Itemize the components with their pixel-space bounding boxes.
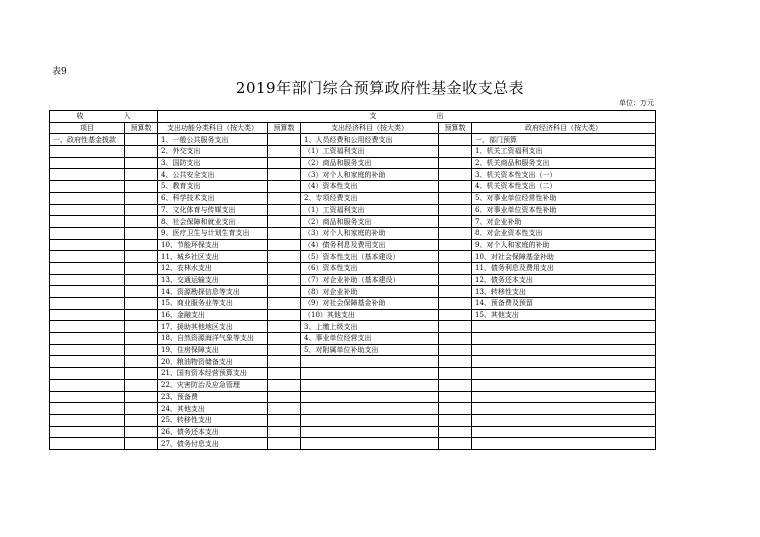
income-budget-cell — [125, 298, 158, 310]
function-budget-cell — [268, 192, 301, 204]
function-budget-cell — [268, 169, 301, 181]
function-item-cell: 14、资源勘探信息等支出 — [158, 286, 268, 298]
gov-item-cell: 8、对企业资本性支出 — [472, 227, 656, 239]
function-item-cell: 23、预备费 — [158, 391, 268, 403]
function-budget-cell — [268, 286, 301, 298]
table-row — [50, 239, 656, 251]
table-row — [50, 403, 656, 415]
income-item-cell — [50, 379, 125, 391]
income-item-cell — [50, 181, 125, 193]
gov-item-cell — [472, 426, 656, 438]
economic-item-cell: 3、上缴上级支出 — [301, 321, 439, 333]
function-item-cell: 4、公共安全支出 — [158, 169, 268, 181]
economic-budget-cell — [439, 438, 472, 450]
function-budget-cell — [268, 146, 301, 158]
function-item-cell: 8、社会保障和就业支出 — [158, 216, 268, 228]
economic-item-cell — [301, 356, 439, 368]
economic-item-cell — [301, 391, 439, 403]
economic-budget-cell — [439, 227, 472, 239]
economic-item-cell — [301, 414, 439, 426]
economic-budget-cell — [439, 368, 472, 380]
gov-item-cell — [472, 344, 656, 356]
income-item-cell — [50, 356, 125, 368]
gov-item-cell: 11、债务利息及费用支出 — [472, 262, 656, 274]
table-row — [50, 356, 656, 368]
economic-budget-cell — [439, 298, 472, 310]
function-budget-cell — [268, 379, 301, 391]
economic-item-cell — [301, 438, 439, 450]
economic-budget-cell — [439, 286, 472, 298]
gov-item-cell — [472, 391, 656, 403]
income-budget-cell — [125, 146, 158, 158]
gov-item-cell: 12、债务还本支出 — [472, 274, 656, 286]
table-number: 表9 — [52, 67, 67, 77]
table-row — [50, 227, 656, 239]
income-item-cell — [50, 309, 125, 321]
economic-budget-cell — [439, 157, 472, 169]
function-item-cell: 12、农林水支出 — [158, 262, 268, 274]
function-budget-cell — [268, 333, 301, 345]
gov-item-cell — [472, 438, 656, 450]
function-item-cell: 5、教育支出 — [158, 181, 268, 193]
economic-item-cell: （3）对个人和家庭的补助 — [301, 227, 439, 239]
function-budget-cell — [268, 403, 301, 415]
gov-item-cell — [472, 414, 656, 426]
table-row — [50, 169, 656, 181]
function-item-cell: 25、转移性支出 — [158, 414, 268, 426]
function-item-cell: 19、住房保障支出 — [158, 344, 268, 356]
page-title: 2019年部门综合预算政府性基金收支总表 — [235, 79, 525, 97]
function-item-cell: 7、文化体育与传媒支出 — [158, 204, 268, 216]
income-item-cell — [50, 169, 125, 181]
table-row — [50, 309, 656, 321]
function-item-cell: 2、外交支出 — [158, 146, 268, 158]
income-budget-cell — [125, 157, 158, 169]
function-budget-cell — [268, 181, 301, 193]
income-item-cell — [50, 239, 125, 251]
economic-item-cell: 5、对附属单位补助支出 — [301, 344, 439, 356]
function-item-cell: 13、交通运输支出 — [158, 274, 268, 286]
income-item-cell — [50, 321, 125, 333]
function-budget-cell — [268, 274, 301, 286]
income-item-cell — [50, 274, 125, 286]
income-budget-cell — [125, 344, 158, 356]
gov-item-cell — [472, 333, 656, 345]
function-budget-cell — [268, 356, 301, 368]
function-item-cell: 26、债务还本支出 — [158, 426, 268, 438]
economic-item-cell: （2）商品和服务支出 — [301, 157, 439, 169]
table-row — [50, 274, 656, 286]
economic-item-cell: （7）对企业补助（基本建设） — [301, 274, 439, 286]
income-item-cell — [50, 286, 125, 298]
economic-budget-cell — [439, 204, 472, 216]
function-item-cell: 22、灾害防治及应急管理 — [158, 379, 268, 391]
income-budget-cell — [125, 216, 158, 228]
economic-item-cell: （9）对社会保障基金补助 — [301, 298, 439, 310]
income-budget-cell — [125, 333, 158, 345]
column-header-row — [50, 122, 656, 134]
income-item-cell — [50, 344, 125, 356]
function-budget-cell — [268, 438, 301, 450]
gov-item-cell: 7、对企业补助 — [472, 216, 656, 228]
function-budget-cell — [268, 391, 301, 403]
table-row — [50, 286, 656, 298]
gov-item-cell: 6、对事业单位资本性补助 — [472, 204, 656, 216]
economic-item-cell: 2、专项经费支出 — [301, 192, 439, 204]
income-item-cell — [50, 426, 125, 438]
function-budget-cell — [268, 157, 301, 169]
gov-item-cell — [472, 403, 656, 415]
economic-budget-cell — [439, 216, 472, 228]
function-budget-cell — [268, 414, 301, 426]
economic-budget-cell — [439, 356, 472, 368]
gov-item-cell: 2、机关商品和服务支出 — [472, 157, 656, 169]
economic-budget-cell — [439, 274, 472, 286]
economic-item-cell: （6）资本性支出 — [301, 262, 439, 274]
economic-item-cell: （5）资本性支出（基本建设） — [301, 251, 439, 263]
section-header-row — [50, 111, 656, 123]
income-item-cell — [50, 414, 125, 426]
income-budget-cell — [125, 169, 158, 181]
function-item-cell: 18、自然资源海洋气象等支出 — [158, 333, 268, 345]
function-budget-cell — [268, 426, 301, 438]
unit-label: 单位：万元 — [619, 99, 654, 107]
economic-budget-cell — [439, 169, 472, 181]
economic-budget-cell — [439, 134, 472, 146]
table-row — [50, 298, 656, 310]
gov-item-cell: 10、对社会保障基金补助 — [472, 251, 656, 263]
function-item-cell: 3、国防支出 — [158, 157, 268, 169]
economic-item-cell: （4）资本性支出 — [301, 181, 439, 193]
gov-item-cell — [472, 368, 656, 380]
table-row — [50, 181, 656, 193]
income-budget-cell — [125, 309, 158, 321]
income-budget-cell — [125, 181, 158, 193]
economic-budget-cell — [439, 379, 472, 391]
economic-item-cell: 1、人员经费和公用经费支出 — [301, 134, 439, 146]
gov-item-cell: 一、部门预算 — [472, 134, 656, 146]
income-item-cell — [50, 157, 125, 169]
col-header-function: 支出功能分类科目（按大类） — [158, 122, 268, 134]
income-item-cell — [50, 298, 125, 310]
income-budget-cell — [125, 379, 158, 391]
income-budget-cell — [125, 274, 158, 286]
income-item-cell — [50, 368, 125, 380]
income-item-cell — [50, 333, 125, 345]
function-item-cell: 17、援助其他地区支出 — [158, 321, 268, 333]
economic-budget-cell — [439, 414, 472, 426]
function-item-cell: 11、城乡社区支出 — [158, 251, 268, 263]
economic-item-cell — [301, 403, 439, 415]
income-item-cell — [50, 227, 125, 239]
table-row — [50, 134, 656, 146]
function-item-cell: 15、商业服务业等支出 — [158, 298, 268, 310]
gov-item-cell: 1、机关工资福利支出 — [472, 146, 656, 158]
table-row — [50, 438, 656, 450]
income-header: 收 入 — [50, 111, 158, 123]
economic-item-cell — [301, 426, 439, 438]
table-row — [50, 344, 656, 356]
economic-item-cell: （2）商品和服务支出 — [301, 216, 439, 228]
gov-item-cell — [472, 379, 656, 391]
economic-item-cell: （10）其他支出 — [301, 309, 439, 321]
economic-item-cell: （1）工资福利支出 — [301, 146, 439, 158]
economic-item-cell: （8）对企业补助 — [301, 286, 439, 298]
gov-item-cell: 15、其他支出 — [472, 309, 656, 321]
function-budget-cell — [268, 216, 301, 228]
table-row — [50, 333, 656, 345]
function-budget-cell — [268, 204, 301, 216]
function-budget-cell — [268, 134, 301, 146]
function-item-cell: 6、科学技术支出 — [158, 192, 268, 204]
economic-item-cell: （1）工资福利支出 — [301, 204, 439, 216]
income-budget-cell — [125, 391, 158, 403]
col-header-budget: 预算数 — [268, 122, 301, 134]
income-budget-cell — [125, 356, 158, 368]
col-header-item: 项目 — [50, 122, 125, 134]
function-item-cell: 1、一般公共服务支出 — [158, 134, 268, 146]
income-item-cell — [50, 146, 125, 158]
col-header-gov: 政府经济科目（按大类） — [472, 122, 656, 134]
expense-header: 支 出 — [158, 111, 656, 123]
table-row — [50, 414, 656, 426]
gov-item-cell: 14、预备费及预留 — [472, 298, 656, 310]
function-item-cell: 10、节能环保支出 — [158, 239, 268, 251]
income-budget-cell — [125, 368, 158, 380]
economic-budget-cell — [439, 344, 472, 356]
economic-item-cell: （3）对个人和家庭的补助 — [301, 169, 439, 181]
economic-item-cell — [301, 368, 439, 380]
gov-item-cell: 9、对个人和家庭的补助 — [472, 239, 656, 251]
function-budget-cell — [268, 321, 301, 333]
income-budget-cell — [125, 227, 158, 239]
table-row — [50, 321, 656, 333]
economic-item-cell: （4）债务利息及费用支出 — [301, 239, 439, 251]
income-budget-cell — [125, 426, 158, 438]
income-budget-cell — [125, 403, 158, 415]
budget-table — [49, 110, 656, 450]
function-budget-cell — [268, 298, 301, 310]
function-budget-cell — [268, 227, 301, 239]
gov-item-cell: 5、对事业单位经常性补助 — [472, 192, 656, 204]
function-item-cell: 27、债务付息支出 — [158, 438, 268, 450]
income-item-cell — [50, 262, 125, 274]
economic-budget-cell — [439, 321, 472, 333]
income-item-cell — [50, 204, 125, 216]
col-header-economic: 支出经济科目（按大类） — [301, 122, 439, 134]
economic-budget-cell — [439, 239, 472, 251]
function-budget-cell — [268, 251, 301, 263]
income-budget-cell — [125, 204, 158, 216]
function-item-cell: 9、医疗卫生与计划生育支出 — [158, 227, 268, 239]
economic-budget-cell — [439, 309, 472, 321]
economic-budget-cell — [439, 262, 472, 274]
function-budget-cell — [268, 262, 301, 274]
economic-budget-cell — [439, 181, 472, 193]
gov-item-cell: 4、机关资本性支出（二） — [472, 181, 656, 193]
table-row — [50, 368, 656, 380]
income-budget-cell — [125, 262, 158, 274]
function-budget-cell — [268, 309, 301, 321]
income-budget-cell — [125, 438, 158, 450]
col-header-budget: 预算数 — [125, 122, 158, 134]
function-item-cell: 16、金融支出 — [158, 309, 268, 321]
income-budget-cell — [125, 134, 158, 146]
income-item-cell — [50, 403, 125, 415]
income-item-cell — [50, 438, 125, 450]
economic-budget-cell — [439, 403, 472, 415]
table-row — [50, 426, 656, 438]
table-row — [50, 192, 656, 204]
income-budget-cell — [125, 239, 158, 251]
income-budget-cell — [125, 192, 158, 204]
function-budget-cell — [268, 368, 301, 380]
income-budget-cell — [125, 321, 158, 333]
table-row — [50, 146, 656, 158]
economic-budget-cell — [439, 391, 472, 403]
income-budget-cell — [125, 414, 158, 426]
table-row — [50, 251, 656, 263]
economic-budget-cell — [439, 426, 472, 438]
function-item-cell: 20、粮油物资储备支出 — [158, 356, 268, 368]
economic-item-cell: 4、事业单位经营支出 — [301, 333, 439, 345]
income-item-cell — [50, 216, 125, 228]
table-row — [50, 391, 656, 403]
economic-budget-cell — [439, 333, 472, 345]
economic-budget-cell — [439, 251, 472, 263]
function-item-cell: 24、其他支出 — [158, 403, 268, 415]
income-item-cell — [50, 251, 125, 263]
table-row — [50, 262, 656, 274]
table-row — [50, 216, 656, 228]
income-item-cell — [50, 192, 125, 204]
economic-budget-cell — [439, 146, 472, 158]
gov-item-cell — [472, 356, 656, 368]
col-header-budget: 预算数 — [439, 122, 472, 134]
economic-item-cell — [301, 379, 439, 391]
income-budget-cell — [125, 251, 158, 263]
income-budget-cell — [125, 286, 158, 298]
function-budget-cell — [268, 344, 301, 356]
function-budget-cell — [268, 239, 301, 251]
economic-budget-cell — [439, 192, 472, 204]
table-row — [50, 157, 656, 169]
function-item-cell: 21、国有资本经营预算支出 — [158, 368, 268, 380]
income-item-cell: 一、政府性基金拨款 — [50, 134, 125, 146]
income-item-cell — [50, 391, 125, 403]
table-row — [50, 204, 656, 216]
gov-item-cell: 3、机关资本性支出（一） — [472, 169, 656, 181]
table-row — [50, 379, 656, 391]
gov-item-cell — [472, 321, 656, 333]
gov-item-cell: 13、转移性支出 — [472, 286, 656, 298]
